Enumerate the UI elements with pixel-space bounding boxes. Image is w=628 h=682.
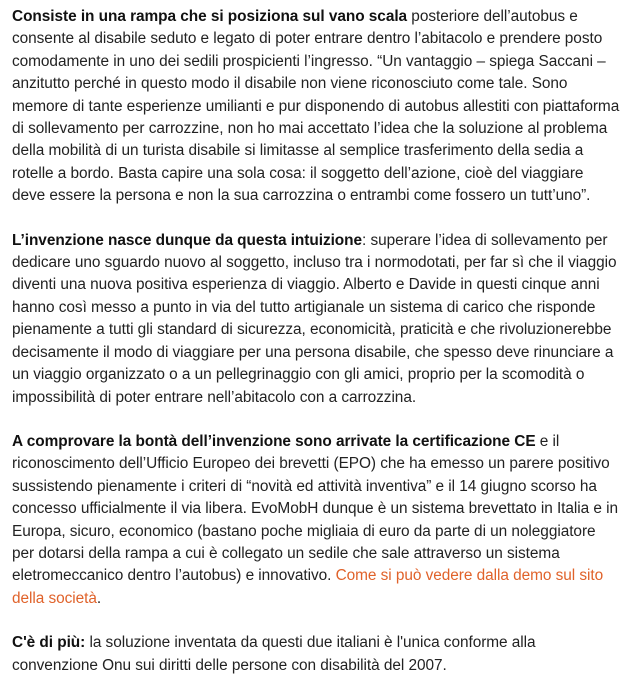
paragraph-lead: Consiste in una rampa che si posiziona sul vano scala xyxy=(12,8,408,25)
paragraph-lead: C'è di più: xyxy=(12,634,86,652)
paragraph-text: e il riconoscimento dell’Ufficio Europeo dei brevetti (EPO) che ha emesso un parere positivo sussistendo pienamente i criteri di “novità ed attività inventiva” e il 14 giugno scorso ha concesso ufficialmente il via libera. EvoMobH dunque è un sistema brevettato in Italia e in Europa, sicuro, economico (bastano poche migliaia di euro da parte di un noleggiatore per dotarsi della rampa a cui è collegato un sedile che sale attraverso un sistema eletromeccanico dentro l’autobus) e innovativo. xyxy=(12,432,618,585)
paragraph-certification xyxy=(12,431,620,610)
paragraph-text: posteriore dell’autobus e consente al disabile seduto e legato di poter entrare dentro l’abitacolo e prendere posto comodamente in uno dei sedili prospicienti l’ingresso. “Un vantaggio – spiega Saccani – anzitutto perché in questo modo il disabile non viene riconosciuto come tale. Sono memore di tante esperienze umilianti e pur disponendo di autobus allestiti con piattaforma di sollevamento per carrozzine, non ho mai accettato l’idea che la soluzione al problema della mobilità di un turista disabile si limitasse al semplice trasferimento della sedia a rotelle a bordo. Basta capire una sola cosa: il soggetto dell’azione, cioè del viaggiare deve essere la persona e non la sua carrozzina o entrambi come fossero un tutt’uno”. xyxy=(12,8,620,205)
paragraph-more xyxy=(12,632,620,677)
paragraph-text: la soluzione inventata da questi due italiani è l'unica conforme alla convenzione Onu sui diritti delle persone con disabilità del 2007. xyxy=(12,634,536,674)
paragraph-tail: . xyxy=(96,589,102,607)
company-demo-link[interactable]: Come si può vedere dalla demo sul sito della società xyxy=(12,567,604,607)
paragraph-lead: L’invenzione nasce dunque da questa intuizione xyxy=(12,231,363,249)
paragraph-ramp xyxy=(12,6,620,208)
paragraph-text: : superare l’idea di sollevamento per dedicare uno sguardo nuovo al soggetto, incluso tra i normodotati, per far sì che il viaggio diventi una nuova positiva esperienza di viaggio. Alberto e Davide in questi cinque anni hanno così messo a punto in via del tutto artigianale un sistema di carico che risponde pienamente a tutti gli standard di sicurezza, economicità, praticità e che rivoluzionerebbe decisamente il modo di viaggiare per una persona disabile, che spesso deve rinunciare a un viaggio organizzato o a un pellegrinaggio con gli amici, proprio per la scomodità o impossibilità di poter entrare nell’abitacolo con a carrozzina. xyxy=(12,231,617,406)
paragraph-lead: A comprovare la bontà dell’invenzione sono arrivate la certificazione CE xyxy=(12,432,536,450)
paragraph-invention xyxy=(12,230,620,409)
